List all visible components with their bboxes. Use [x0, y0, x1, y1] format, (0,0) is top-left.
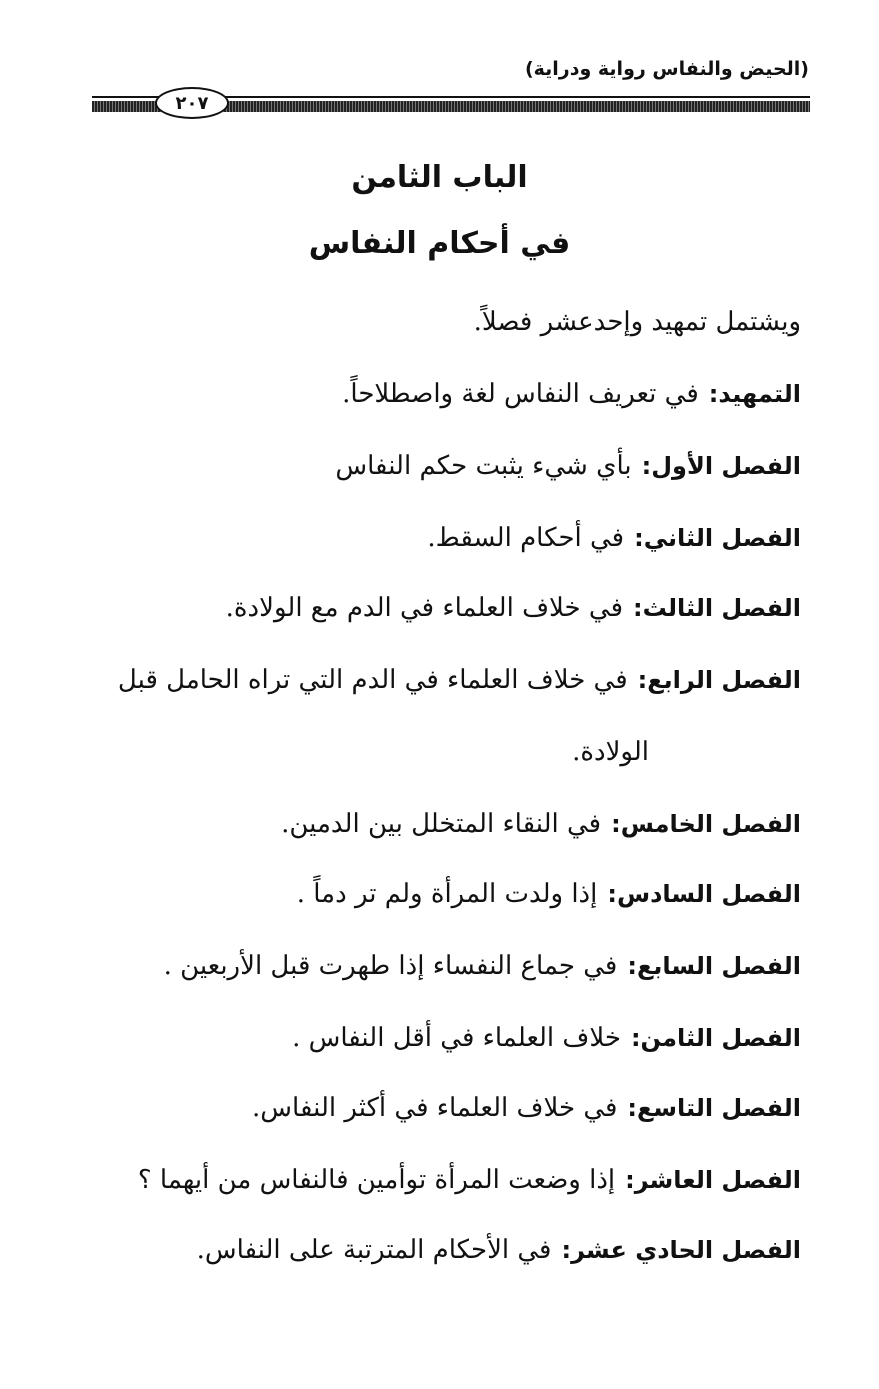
section-line-11 — [197, 1230, 801, 1270]
chapter-title: الباب الثامن — [351, 160, 528, 195]
section-text: في أحكام السقط. — [427, 523, 625, 553]
section-label: الفصل الثاني: — [634, 524, 801, 552]
section-text: في خلاف العلماء في الدم التي تراه الحامل قبل — [117, 665, 628, 695]
section-label: الفصل الحادي عشر: — [561, 1236, 801, 1264]
section-label: الفصل الأول: — [641, 452, 801, 480]
section-line-2 — [427, 518, 801, 558]
section-text: إذا وضعت المرأة توأمين فالنفاس من أيهما ؟ — [137, 1165, 616, 1195]
chapter-subject: في أحكام النفاس — [308, 226, 571, 261]
section-label: الفصل الرابع: — [637, 666, 801, 694]
section-line-6 — [297, 874, 801, 914]
section-line-9 — [252, 1088, 801, 1128]
section-text: في تعريف النفاس لغة واصطلاحاً. — [342, 379, 699, 409]
page-number-text: ٢٠٧ — [175, 92, 209, 114]
section-text: في خلاف العلماء في أكثر النفاس. — [252, 1093, 618, 1123]
section-line-7 — [164, 946, 801, 986]
section-text: في خلاف العلماء في الدم مع الولادة. — [225, 593, 623, 623]
running-header: (الحيض والنفاس رواية ودراية) — [524, 58, 809, 80]
section-label: الفصل العاشر: — [625, 1166, 801, 1194]
section-line-4-continuation: الولادة. — [572, 737, 649, 767]
section-text: في النقاء المتخلل بين الدمين. — [281, 809, 602, 839]
section-text: في جماع النفساء إذا طهرت قبل الأربعين . — [163, 951, 618, 981]
section-label: الفصل السادس: — [607, 880, 801, 908]
section-label: الفصل الثامن: — [630, 1024, 801, 1052]
section-label: الفصل الخامس: — [611, 810, 801, 838]
section-text: إذا ولدت المرأة ولم تر دماً . — [296, 879, 598, 909]
section-label: الفصل الثالث: — [633, 594, 801, 622]
section-text: في الأحكام المترتبة على النفاس. — [196, 1235, 552, 1265]
section-line-1 — [335, 446, 801, 486]
section-line-5 — [281, 804, 801, 844]
section-label: الفصل التاسع: — [627, 1094, 801, 1122]
intro-line: ويشتمل تمهيد وإحدعشر فصلاً. — [473, 307, 801, 337]
section-text: خلاف العلماء في أقل النفاس . — [292, 1023, 621, 1053]
section-label: التمهيد: — [708, 380, 801, 408]
page-number — [155, 87, 229, 119]
section-line-4 — [118, 660, 801, 700]
section-line-10 — [138, 1160, 801, 1200]
section-line-3 — [226, 588, 801, 628]
section-label: الفصل السابع: — [627, 952, 801, 980]
section-text: بأي شيء يثبت حكم النفاس — [335, 451, 632, 481]
section-line-8 — [292, 1018, 801, 1058]
section-line-introduction — [342, 374, 801, 414]
